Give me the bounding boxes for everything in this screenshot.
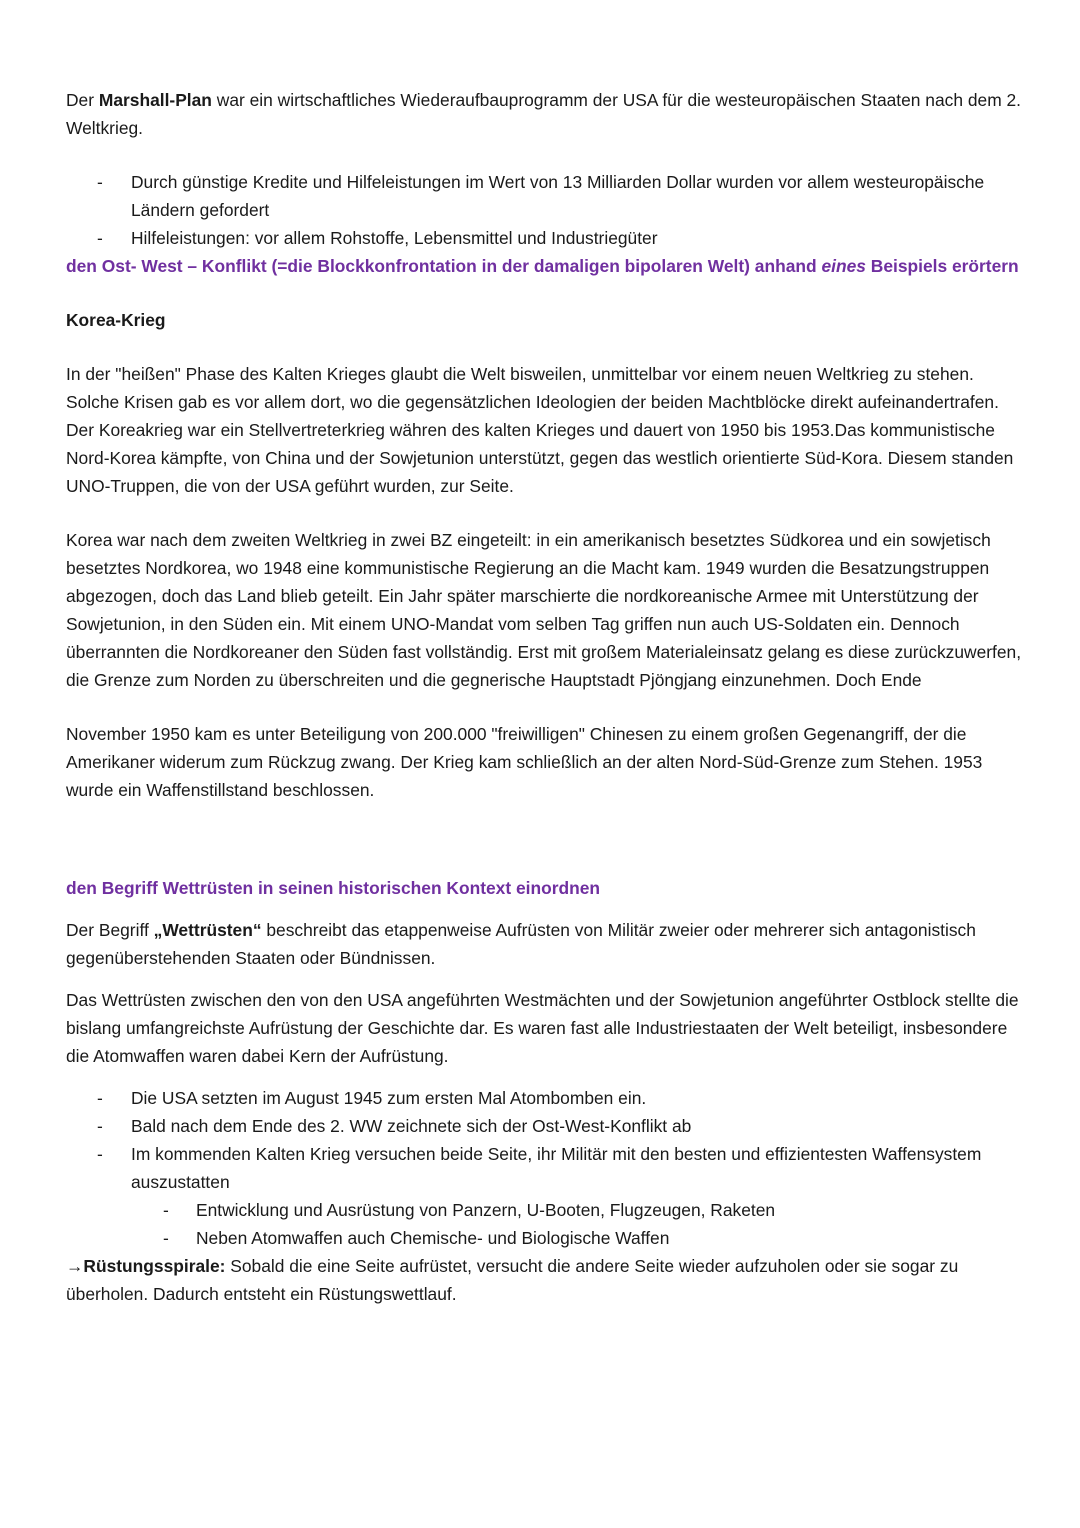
- list-item: - Hilfeleistungen: vor allem Rohstoffe, Lebensmittel und Industriegüter: [66, 224, 1026, 252]
- marshall-intro: [66, 86, 1026, 142]
- definition-post: beschreibt das etappenweise Aufrüsten von Militär zweier oder mehrerer sich antagonistisch gegenüberstehenden Staaten oder Bündnissen.: [66, 920, 976, 968]
- document-page: [66, 86, 1026, 1308]
- marshall-intro-pre: Der: [66, 90, 99, 110]
- section-heading-wettruesten: den Begriff Wettrüsten in seinen historischen Kontext einordnen: [66, 878, 601, 898]
- definition-bold: „Wettrüsten“: [153, 920, 262, 940]
- heading-ostwest-pre: den Ost- West – Konflikt (=die Blockkonfrontation in der damaligen bipolaren Welt) anhand: [66, 256, 822, 276]
- paragraph-korea-2: Korea war nach dem zweiten Weltkrieg in zwei BZ eingeteilt: in ein amerikanisch besetztes Südkorea und ein sowjetisch besetztes Nordkorea, wo 1948 eine kommunistische Regierung an die Macht kam. 1949 wurden die Besatzungstruppen abgezogen, doch das Land blieb geteilt. Ein Jahr später marschierte die nordkoreanische Armee mit Unterstützung der Sowjetunion, in den Süden ein. Mit einem UNO-Mandat vom selben Tag griffen nun auch US-Soldaten ein. Dennoch überrannten die Nordkoreaner den Süden fast vollständig. Erst mit großem Materialeinsatz gelang es diese zurückzuwerfen, die Grenze zum Norden zu überschreiten und die gegnerische Hauptstadt Pjöngjang einzunehmen. Doch Ende: [66, 530, 1022, 690]
- list-item: - Im kommenden Kalten Krieg versuchen beide Seite, ihr Militär mit den besten und effizientesten Waffensystem auszustatten: [66, 1140, 1026, 1196]
- ruestungsspirale-paragraph: [66, 1252, 1026, 1308]
- section-spacer: [66, 804, 1026, 874]
- list-item: - Bald nach dem Ende des 2. WW zeichnete sich der Ost-West-Konflikt ab: [66, 1112, 1026, 1140]
- wettruesten-bullet-list: [66, 1084, 1026, 1196]
- heading-ostwest-post: Beispiels erörtern: [865, 256, 1019, 276]
- list-item: - Durch günstige Kredite und Hilfeleistungen im Wert von 13 Milliarden Dollar wurden vor allem westeuropäische Ländern gefordert: [66, 168, 1026, 224]
- wettruesten-definition: [66, 916, 1026, 972]
- wettruesten-sub-bullet-list: [66, 1196, 1026, 1252]
- heading-ostwest-italic: eines: [821, 256, 866, 276]
- paragraph-korea-3: November 1950 kam es unter Beteiligung von 200.000 "freiwilligen" Chinesen zu einem großen Gegenangriff, der die Amerikaner widerum zum Rückzug zwang. Der Krieg kam schließlich an der alten Nord-Süd-Grenze zum Stehen. 1953 wurde ein Waffenstillstand beschlossen.: [66, 724, 983, 800]
- definition-pre: Der Begriff: [66, 920, 154, 940]
- ruestungsspirale-text: Sobald die eine Seite aufrüstet, versucht die andere Seite wieder aufzuholen oder sie sogar zu überholen. Dadurch entsteht ein Rüstungswettlauf.: [66, 1256, 959, 1304]
- marshall-intro-bold: Marshall-Plan: [98, 90, 212, 110]
- marshall-bullet-list: [66, 168, 1026, 252]
- ruestungsspirale-term: →Rüstungsspirale:: [66, 1256, 226, 1276]
- list-item: - Neben Atomwaffen auch Chemische- und Biologische Waffen: [66, 1224, 1026, 1252]
- wettruesten-paragraph: Das Wettrüsten zwischen den von den USA angeführten Westmächten und der Sowjetunion angeführter Ostblock stellte die bislang umfangreichste Aufrüstung der Geschichte dar. Es waren fast alle Industriestaaten der Welt beteiligt, insbesondere die Atomwaffen waren dabei Kern der Aufrüstung.: [66, 990, 1019, 1066]
- paragraph-korea-1: In der "heißen" Phase des Kalten Krieges glaubt die Welt bisweilen, unmittelbar vor einem neuen Weltkrieg zu stehen. Solche Krisen gab es vor allem dort, wo die gegensätzlichen Ideologien der beiden Machtblöcke direkt aufeinandertrafen. Der Koreakrieg war ein Stellvertreterkrieg währen des kalten Krieges und dauert von 1950 bis 1953.Das kommunistische Nord-Korea kämpfte, von China und der Sowjetunion unterstützt, gegen das westlich orientierte Süd-Kora. Diesem standen UNO-Truppen, die von der USA geführt wurden, zur Seite.: [66, 364, 1014, 496]
- marshall-intro-post: war ein wirtschaftliches Wiederaufbauprogramm der USA für die westeuropäischen Staaten nach dem 2. Weltkrieg.: [66, 90, 1022, 138]
- list-item: - Die USA setzten im August 1945 zum ersten Mal Atombomben ein.: [66, 1084, 1026, 1112]
- subheading-korea: Korea-Krieg: [66, 310, 166, 330]
- list-item: - Entwicklung und Ausrüstung von Panzern, U-Booten, Flugzeugen, Raketen: [66, 1196, 1026, 1224]
- section-heading-ostwest: [66, 252, 1026, 280]
